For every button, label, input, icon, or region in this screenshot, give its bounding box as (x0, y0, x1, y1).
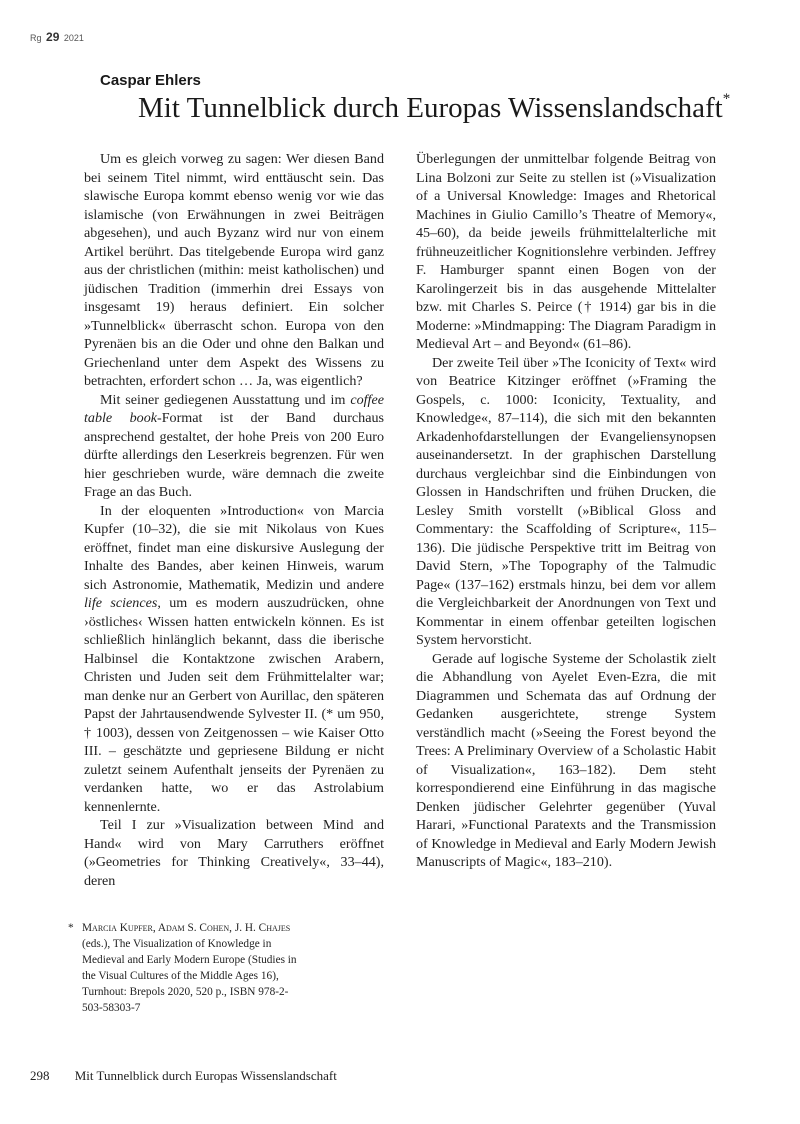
right-column (416, 150, 716, 872)
footnote-text (82, 920, 298, 1016)
journal-volume: 29 (46, 30, 60, 44)
article-title-text: Mit Tunnelblick durch Europas Wissenslandschaft (138, 92, 723, 124)
journal-abbr: Rg (30, 33, 42, 43)
paragraph: Um es gleich vorweg zu sagen: Wer diesen Band bei seinem Titel nimmt, wird enttäuscht sein. Das slawische Europa kommt ebenso wenig vor wie das islamische (von Erwähnungen in zwei Beiträgen abgesehen), und auch Byzanz wird nur von einem Artikel berührt. Das titelgebende Europa wird ganz aus der christlichen (mithin: meist katholischen) und jüdischen Tradition (immerhin drei Essays von insgesamt 19) heraus definiert. Ein solcher »Tunnelblick« überrascht schon. Europa von den Pyrenäen bis an die Oder und ohne den Balkan und Griechenland unter dem Aspekt des Wissens zu betrachten, erfordert schon … Ja, was eigentlich? (84, 151, 384, 389)
title-footnote-marker: * (722, 91, 731, 107)
page-number: 298 (30, 1068, 50, 1083)
footnote-authors: Marcia Kupfer, Adam S. Cohen, J. H. Chajes (82, 922, 291, 934)
page-footer (30, 1068, 337, 1084)
footnote-marker: * (68, 922, 74, 934)
article-title (138, 91, 730, 125)
journal-year: 2021 (63, 33, 84, 43)
paragraph: Gerade auf logische Systeme der Scholastik zielt die Abhandlung von Ayelet Even-Ezra, die mit Diagrammen und Schemata das auf Ordnung der Gedanken ausgerichtete, strenge System verständlich macht (»Seeing the Forest beyond the Trees: A Preliminary Overview of a Scholastic Habit of Visualization«, 163–182). Dem steht korrespondierend eine Einführung in das magische Denken jüdischer Gelehrter gegenüber (Yuval Harari, »Functional Paratexts and the Transmission of Knowledge in Medieval and Early Modern Jewish Manuscripts of Magic«, 183–210). (416, 650, 716, 870)
journal-header (30, 30, 84, 44)
paragraph: In der eloquenten »Introduction« von Marcia Kupfer (10–32), die sie mit Nikolaus von Kues eröffnet, findet man eine diskursive Auslegung der Inhalte des Bandes, aber keinen Hinweis, warum sich Astronomie, Mathematik, Medizin und andere life sciences, um es modern auszudrücken, ohne ›östliches‹ Wissen hatten entwickeln können. Es ist schließlich hinlänglich bekannt, dass die iberische Halbinsel die Kontaktzone zwischen Arabern, Christen und Juden seit dem Frühmittelalter war; man denke nur an Gerbert von Aurillac, den späteren Papst der Jahrtausendwende Sylvester II. (* um 950, † 1003), dessen von Zeitgenossen – wie Kaiser Otto III. – geschätzte und gepriesene Bildung er nicht zuletzt seinem Aufenthalt jenseits der Pyrenäen zu verdanken hatte, wo er das Astrolabium kennenlernte. (84, 502, 384, 815)
paragraph: Überlegungen der unmittelbar folgende Beitrag von Lina Bolzoni zur Seite zu stellen ist (»Visualization of a Universal Knowledge: Images and Rhetorical Machines in Giulio Camillo’s Theatre of Memory«, 45–60), da beide jeweils frühmittelalterliche mit frühneuzeitlicher Kognitionslehre verbinden. Jeffrey F. Hamburger spannt einen Bogen von der Karolingerzeit bis in das ausgehende Mittelalter bzw. mit Charles S. Peirce († 1914) gar bis in die Moderne: »Mindmapping: The Diagram Paradigm in Medieval Art – and Beyond« (61–86). (416, 151, 716, 352)
article-author: Caspar Ehlers (100, 72, 201, 89)
left-column (84, 150, 384, 890)
running-title: Mit Tunnelblick durch Europas Wissenslandschaft (74, 1068, 337, 1083)
paragraph: Der zweite Teil über »The Iconicity of Text« wird von Beatrice Kitzinger eröffnet (»Framing the Gospels, c. 1000: Iconicity, Textuality, and Knowledge«, 87–114), die sich mit den bekannten Arkadenhofdarstellungen der Evangeliensynopsen auseinandersetzt. In der graphischen Darstellung durchaus vergleichbar sind die Einbindungen von Glossen in Handschriften und frühen Drucken, die Lesley Smith vorstellt (»Biblical Gloss and Commentary: the Scaffolding of Scripture«, 115–136). Die jüdische Perspektive tritt im Beitrag von David Stern, »The Topography of the Talmudic Page« (137–162) erstmals hinzu, bei dem vor allem die Vergleichbarkeit der Anordnungen von Text und Kommentar in einem offenbar geteilten logischen System hervorsticht. (416, 354, 716, 648)
footnote-citation: (eds.), The Visualization of Knowledge in Medieval and Early Modern Europe (Studies in the Visual Cultures of the Middle Ages 16), Turnhout: Brepols 2020, 520 p., ISBN 978-2-503-58303-7 (82, 938, 297, 1014)
paragraph: Teil I zur »Visualization between Mind and Hand« wird von Mary Carruthers eröffnet (»Geometries for Thinking Creatively«, 33–44), deren (84, 817, 384, 889)
paragraph: Mit seiner gediegenen Ausstattung und im coffee table book-Format ist der Band durchaus ansprechend gestaltet, der hohe Preis von 200 Euro dürfte allerdings den Leserkreis begrenzen. Für wen hier geschrieben wurde, wäre demnach die zweite Frage an das Buch. (84, 391, 384, 500)
footnote (68, 920, 298, 1016)
